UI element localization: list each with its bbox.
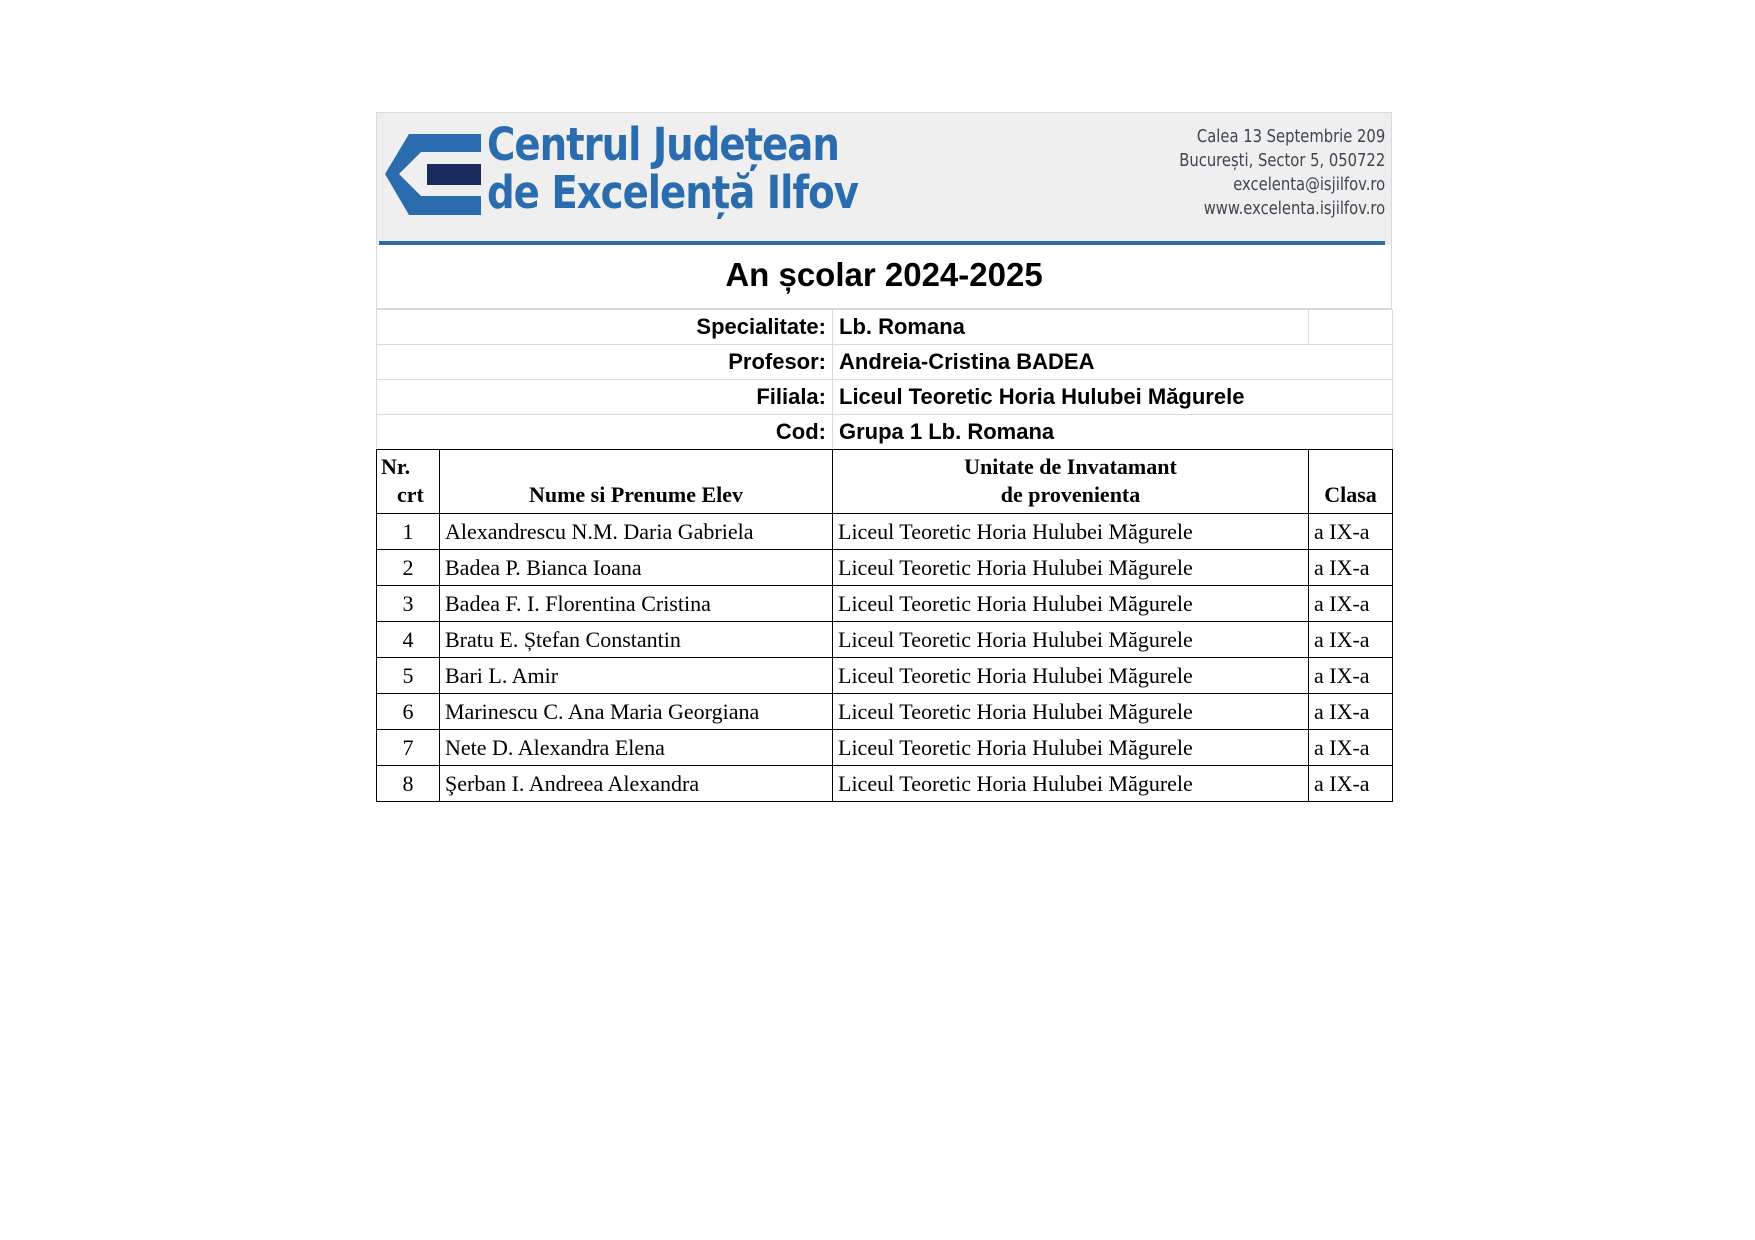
- address-website: www.excelenta.isjilfov.ro: [1203, 198, 1385, 219]
- column-header-clasa: Clasa: [1309, 450, 1393, 514]
- table-row: [377, 730, 1393, 766]
- empty-cell: [1309, 310, 1393, 345]
- filiala-value: Liceul Teoretic Horia Hulubei Măgurele: [833, 380, 1393, 415]
- cell-nume: Badea P. Bianca Ioana: [440, 550, 833, 586]
- address-street: Calea 13 Septembrie 209: [1196, 126, 1385, 147]
- specialitate-value: Lb. Romana: [833, 310, 1309, 345]
- cod-value: Grupa 1 Lb. Romana: [833, 415, 1393, 450]
- cell-unitate: Liceul Teoretic Horia Hulubei Măgurele: [833, 658, 1309, 694]
- cell-clasa: a IX-a: [1309, 658, 1393, 694]
- column-header-unitate: [833, 450, 1309, 514]
- column-header-nume: Nume si Prenume Elev: [440, 450, 833, 514]
- unitate-header-line2: de provenienta: [1000, 482, 1141, 507]
- cell-unitate: Liceul Teoretic Horia Hulubei Măgurele: [833, 550, 1309, 586]
- table-row: [377, 550, 1393, 586]
- cell-nr: 3: [377, 586, 440, 622]
- table-row: [377, 694, 1393, 730]
- nr-header-line2: crt: [397, 482, 424, 507]
- cell-clasa: a IX-a: [1309, 586, 1393, 622]
- table-row: [377, 766, 1393, 802]
- specialitate-label: Specialitate:: [377, 310, 833, 345]
- document-page: [376, 112, 1392, 802]
- cell-nume: Badea F. I. Florentina Cristina: [440, 586, 833, 622]
- cell-clasa: a IX-a: [1309, 622, 1393, 658]
- cell-unitate: Liceul Teoretic Horia Hulubei Măgurele: [833, 730, 1309, 766]
- cell-clasa: a IX-a: [1309, 694, 1393, 730]
- cell-nume: Alexandrescu N.M. Daria Gabriela: [440, 514, 833, 550]
- logo-line-1: Centrul Județean: [487, 118, 839, 171]
- cell-nr: 5: [377, 658, 440, 694]
- cell-unitate: Liceul Teoretic Horia Hulubei Măgurele: [833, 586, 1309, 622]
- cell-unitate: Liceul Teoretic Horia Hulubei Măgurele: [833, 694, 1309, 730]
- table-header-row: [377, 450, 1393, 514]
- cell-nume: Bratu E. Ștefan Constantin: [440, 622, 833, 658]
- profesor-value: Andreia-Cristina BADEA: [833, 345, 1393, 380]
- cell-nume: Marinescu C. Ana Maria Georgiana: [440, 694, 833, 730]
- cod-label: Cod:: [377, 415, 833, 450]
- table-row: [377, 514, 1393, 550]
- table-row: [377, 658, 1393, 694]
- address-city: București, Sector 5, 050722: [1179, 150, 1385, 171]
- cell-nr: 6: [377, 694, 440, 730]
- cell-clasa: a IX-a: [1309, 730, 1393, 766]
- table-row: [377, 586, 1393, 622]
- students-table: [376, 449, 1393, 802]
- info-row-profesor: [377, 345, 1393, 380]
- info-row-filiala: [377, 380, 1393, 415]
- cell-clasa: a IX-a: [1309, 514, 1393, 550]
- cell-nr: 4: [377, 622, 440, 658]
- info-row-specialitate: [377, 310, 1393, 345]
- cell-nr: 2: [377, 550, 440, 586]
- cell-nume: Şerban I. Andreea Alexandra: [440, 766, 833, 802]
- logo-wordmark: [487, 118, 858, 219]
- cell-nr: 8: [377, 766, 440, 802]
- table-row: [377, 622, 1393, 658]
- column-header-nr: [377, 450, 440, 514]
- letterhead-divider: [379, 241, 1385, 245]
- cell-nume: Nete D. Alexandra Elena: [440, 730, 833, 766]
- cell-unitate: Liceul Teoretic Horia Hulubei Măgurele: [833, 622, 1309, 658]
- cell-unitate: Liceul Teoretic Horia Hulubei Măgurele: [833, 766, 1309, 802]
- address-email: excelenta@isjilfov.ro: [1232, 174, 1385, 195]
- cell-unitate: Liceul Teoretic Horia Hulubei Măgurele: [833, 514, 1309, 550]
- filiala-label: Filiala:: [377, 380, 833, 415]
- address-block: [1179, 125, 1385, 221]
- letterhead: [376, 112, 1392, 245]
- cell-clasa: a IX-a: [1309, 766, 1393, 802]
- profesor-label: Profesor:: [377, 345, 833, 380]
- cell-clasa: a IX-a: [1309, 550, 1393, 586]
- logo-line-2: de Excelență Ilfov: [487, 166, 858, 219]
- logo-icon: [381, 126, 481, 223]
- info-table: [376, 309, 1393, 450]
- page-title: An școlar 2024-2025: [376, 245, 1392, 309]
- unitate-header-line1: Unitate de Invatamant: [964, 454, 1177, 479]
- cell-nr: 7: [377, 730, 440, 766]
- cell-nume: Bari L. Amir: [440, 658, 833, 694]
- cell-nr: 1: [377, 514, 440, 550]
- nr-header-line1: Nr.: [381, 454, 411, 479]
- info-row-cod: [377, 415, 1393, 450]
